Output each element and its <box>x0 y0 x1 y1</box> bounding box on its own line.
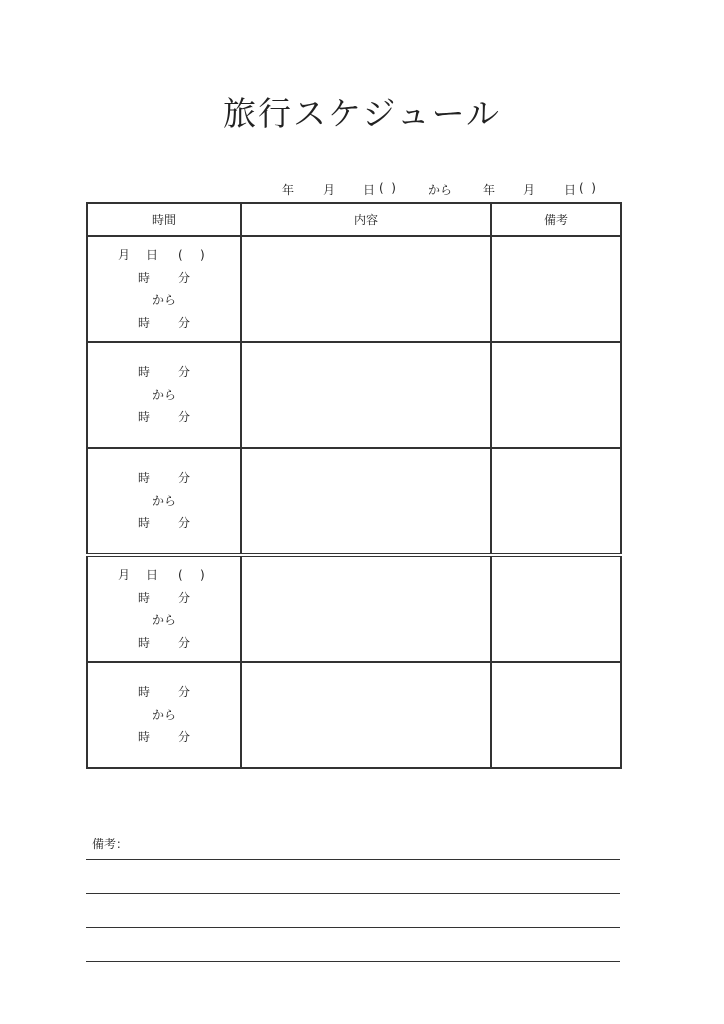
content-cell[interactable] <box>241 555 491 662</box>
month-label: 月 <box>118 248 131 262</box>
date-month-label: 月 <box>323 183 336 197</box>
day-label: 日 <box>146 248 159 262</box>
table-row <box>87 662 621 768</box>
date-year-label: 年 <box>483 183 496 197</box>
hour-label: 時 <box>138 590 151 605</box>
time-cell[interactable] <box>87 662 241 768</box>
from-label: から <box>152 613 177 627</box>
date-month-label: 月 <box>523 183 536 197</box>
content-cell[interactable] <box>241 448 491 555</box>
remarks-cell[interactable] <box>491 236 621 342</box>
hour-label: 時 <box>138 471 151 486</box>
table-header-row <box>87 203 621 236</box>
table-row <box>87 555 621 662</box>
hour-label: 時 <box>138 635 151 650</box>
notes-line[interactable] <box>86 961 620 962</box>
paren-open: ( <box>178 568 183 582</box>
header-content: 内容 <box>241 203 491 236</box>
from-label: から <box>152 387 177 402</box>
notes-label: 備考： <box>92 837 129 851</box>
page-title: 旅行スケジュール <box>222 94 502 133</box>
date-weekday-paren: ( ) <box>379 181 396 195</box>
date-day-label: 日 <box>363 183 376 197</box>
paren-close: ) <box>200 568 205 582</box>
table-row <box>87 448 621 555</box>
table-row <box>87 342 621 448</box>
hour-label: 時 <box>138 516 151 531</box>
remarks-cell[interactable] <box>491 342 621 448</box>
remarks-cell[interactable] <box>491 448 621 555</box>
date-range-line <box>282 181 622 199</box>
minute-label: 分 <box>178 730 191 745</box>
paren-open: ( <box>178 248 183 262</box>
hour-label: 時 <box>138 410 151 425</box>
time-cell[interactable] <box>87 236 241 342</box>
time-cell[interactable] <box>87 448 241 555</box>
paren-close: ) <box>200 248 205 262</box>
time-cell[interactable] <box>87 342 241 448</box>
notes-line[interactable] <box>86 927 620 928</box>
minute-label: 分 <box>178 590 191 605</box>
hour-label: 時 <box>138 270 151 285</box>
header-remarks: 備考 <box>491 203 621 236</box>
minute-label: 分 <box>178 410 191 425</box>
minute-label: 分 <box>178 635 191 650</box>
date-year-label: 年 <box>282 183 295 197</box>
minute-label: 分 <box>178 471 191 486</box>
from-label: から <box>152 493 177 508</box>
header-time: 時間 <box>87 203 241 236</box>
content-cell[interactable] <box>241 662 491 768</box>
time-cell[interactable] <box>87 555 241 662</box>
content-cell[interactable] <box>241 236 491 342</box>
remarks-cell[interactable] <box>491 662 621 768</box>
minute-label: 分 <box>178 365 191 380</box>
remarks-cell[interactable] <box>491 555 621 662</box>
hour-label: 時 <box>138 685 151 700</box>
date-day-label: 日 <box>564 183 577 197</box>
notes-line[interactable] <box>86 893 620 894</box>
date-weekday-paren: ( ) <box>579 181 596 195</box>
date-from-label: から <box>428 183 453 197</box>
from-label: から <box>152 293 177 307</box>
month-label: 月 <box>118 568 131 582</box>
minute-label: 分 <box>178 270 191 285</box>
minute-label: 分 <box>178 315 191 330</box>
notes-line[interactable] <box>86 859 620 860</box>
hour-label: 時 <box>138 730 151 745</box>
table-row <box>87 236 621 342</box>
minute-label: 分 <box>178 516 191 531</box>
content-cell[interactable] <box>241 342 491 448</box>
hour-label: 時 <box>138 365 151 380</box>
hour-label: 時 <box>138 315 151 330</box>
schedule-table <box>86 202 622 769</box>
day-label: 日 <box>146 568 159 582</box>
minute-label: 分 <box>178 685 191 700</box>
from-label: から <box>152 707 177 722</box>
